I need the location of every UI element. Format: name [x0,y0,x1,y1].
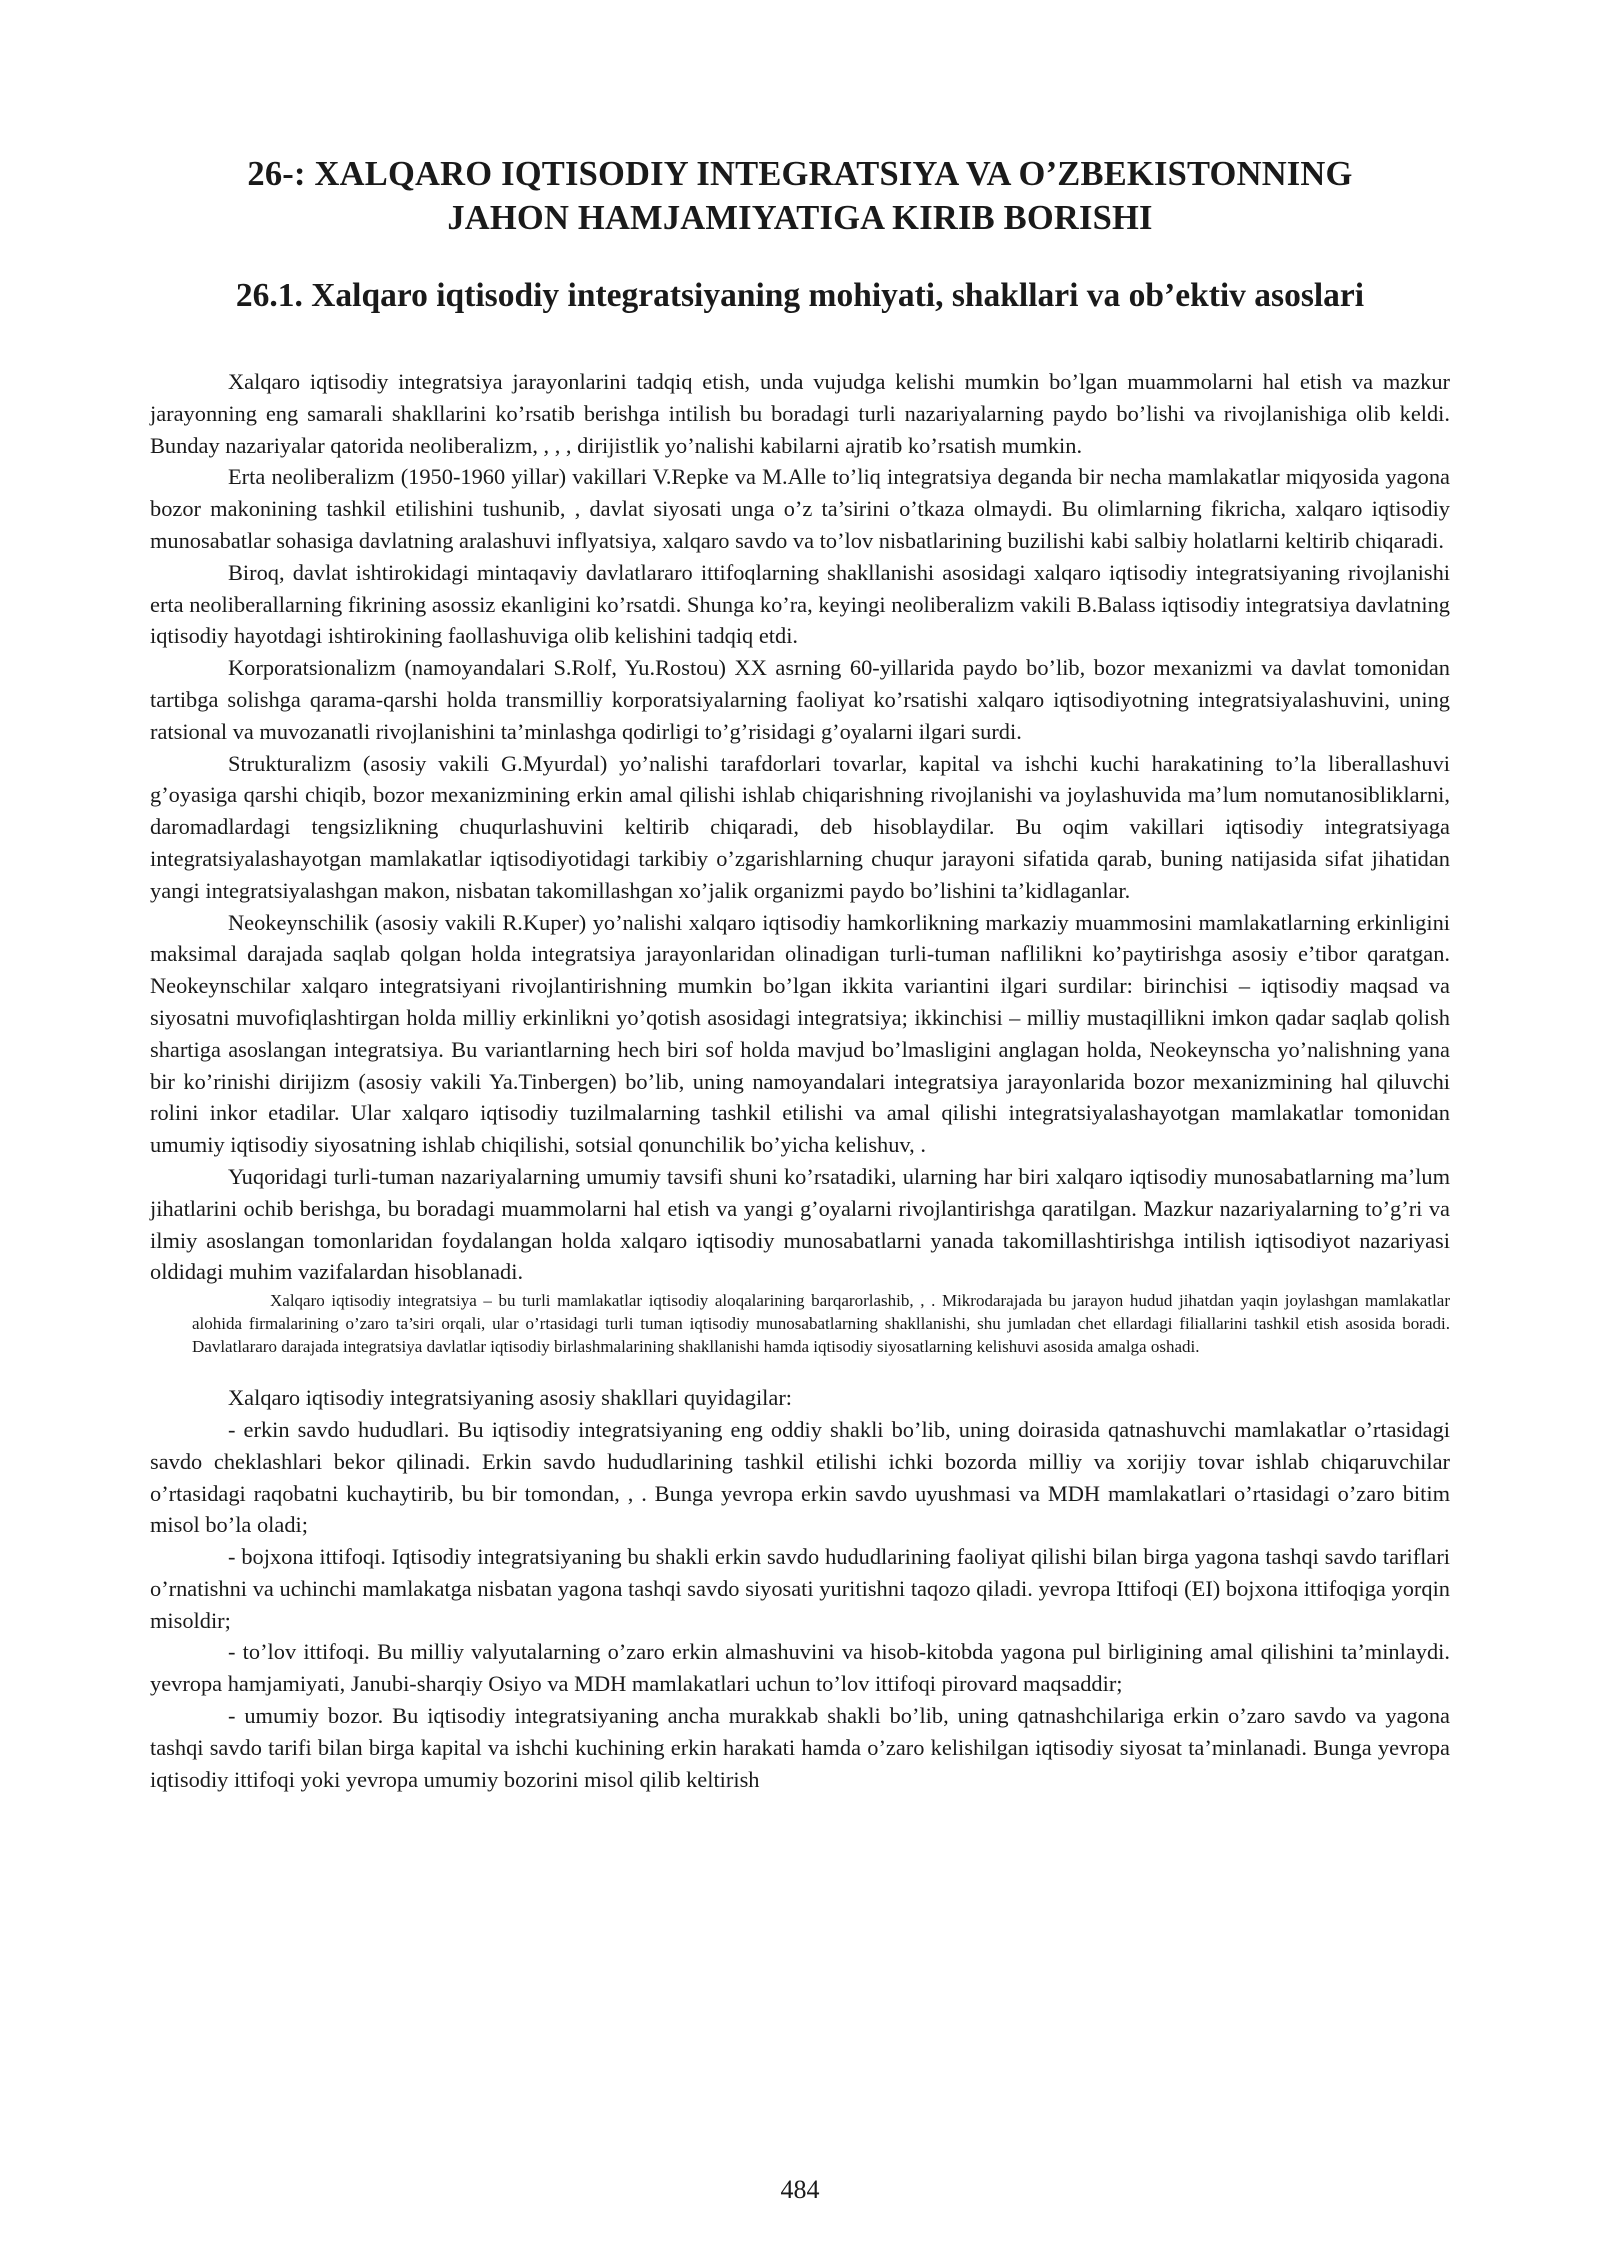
paragraph: Strukturalizm (asosiy vakili G.Myurdal) yo’nalishi tarafdorlari tovarlar, kapital va ishchi kuchi harakatining to’la liberallashuvi g’oyasiga qarshi chiqib, bozor mexanizmining erkin amal qilishi ishlab chiqarishning rivojlanishi va joylashuvida ma’lum nomutanosibliklarni, daromadlardagi tengsizlikning chuqurlashuvini keltirib chiqaradi, deb hisoblaydilar. Bu oqim vakillari iqtisodiy integratsiyaga integratsiyalashayotgan mamlakatlar iqtisodiyotidagi tarkibiy o’zgarishlarning chuqur jarayoni sifatida qarab, buning natijasida sifat jihatidan yangi integratsiyalashgan makon, nisbatan takomillashgan xo’jalik organizmi paydo bo’lishini ta’kidlaganlar. [150,750,1450,903]
chapter-title [150,152,1450,240]
body-text [150,366,1450,1288]
paragraph: Yuqoridagi turli-tuman nazariyalarning umumiy tavsifi shuni ko’rsatadiki, ularning har biri xalqaro iqtisodiy munosabatlarning ma’lum jihatlarini ochib berishga, bu boradagi muammolarni hal etish va yangi g’oyalarni rivojlantirishga qaratilgan. Mazkur nazariyalarning to’g’ri va ilmiy asoslangan tomonlaridan foydalangan holda xalqaro iqtisodiy munosabatlarni yanada takomillashtirishga intilish iqtisodiyot nazariyasi oldidagi muhim vazifalardan hisoblanadi. [150,1163,1450,1285]
list-item: - umumiy bozor. Bu iqtisodiy integratsiyaning ancha murakkab shakli bo’lib, uning qatnashchilariga erkin o’zaro savdo va yagona tashqi savdo tarifi bilan birga kapital va ishchi kuchining erkin harakati hamda o’zaro kelishilgan iqtisodiy siyosat ta’minlanadi. Bunga yevropa iqtisodiy ittifoqi yoki yevropa umumiy bozorini misol qilib keltirish [150,1703,1450,1792]
section-title: 26.1. Xalqaro iqtisodiy integratsiyaning mohiyati, shakllari va ob’ektiv asoslari [235,277,1365,314]
paragraph: Korporatsionalizm (namoyandalari S.Rolf, Yu.Rostou) XX asrning 60-yillarida paydo bo’lib, bozor mexanizmi va davlat tomonidan tartibga solishga qarama-qarshi holda transmilliy korporatsiyalarning faoliyat ko’rsatishi xalqaro iqtisodiyotning integratsiyalashuvini, uning ratsional va muvozanatli rivojlanishini ta’minlashga qodirligi to’g’risidagi g’oyalarni ilgari surdi. [150,655,1450,744]
paragraph: Xalqaro iqtisodiy integratsiya jarayonlarini tadqiq etish, unda vujudga kelishi mumkin bo’lgan muammolarni hal etish va mazkur jarayonning eng samarali shakllarini ko’rsatib berishga intilish bu boradagi turli nazariyalarning paydo bo’lishi va rivojlanishiga olib keldi. Bunday nazariyalar qatorida neoliberalizm, , , , dirijistlik yo’nalishi kabilarni ajratib ko’rsatish mumkin. [150,369,1450,458]
document-page [150,0,1450,2262]
paragraph: Erta neoliberalizm (1950-1960 yillar) vakillari V.Repke va M.Alle to’liq integratsiya deganda bir necha mamlakatlar miqyosida yagona bozor makonining tashkil etilishini tushunib, , davlat siyosati unga o’z ta’sirini o’tkaza olmaydi. Bu olimlarning fikricha, xalqaro iqtisodiy munosabatlar sohasiga davlatning aralashuvi inflyatsiya, xalqaro savdo va to’lov nisbatlarining buzilishi kabi salbiy holatlarni keltirib chiqaradi. [150,464,1450,553]
page-number: 484 [780,2175,820,2204]
paragraph: Xalqaro iqtisodiy integratsiyaning asosiy shakllari quyidagilar: [228,1385,793,1411]
chapter-title-line-2: JAHON HAMJAMIYATIGA KIRIB BORISHI [447,199,1153,237]
body-text-continued [150,1382,1450,1795]
list-item: - bojxona ittifoqi. Iqtisodiy integratsiyaning bu shakli erkin savdo hududlarining faoliyat qilishi bilan birga yagona tashqi savdo tariflari o’rnatishni va uchinchi mamlakatga nisbatan yagona tashqi savdo siyosati yuritishni taqozo qiladi. yevropa Ittifoqi (EI) bojxona ittifoqiga yorqin misoldir; [150,1544,1450,1633]
list-item: - erkin savdo hududlari. Bu iqtisodiy integratsiyaning eng oddiy shakli bo’lib, uning doirasida qatnashuvchi mamlakatlar o’rtasidagi savdo cheklashlari bekor qilinadi. Erkin savdo hududlarining tashkil etilishi ichki bozorda milliy va xorijiy tovar ishlab chiqaruvchilar o’rtasidagi raqobatni kuchaytirib, bu bir tomondan, , . Bunga yevropa erkin savdo uyushmasi va MDH mamlakatlari o’rtasidagi o’zaro bitim misol bo’la oladi; [150,1416,1450,1538]
paragraph: Biroq, davlat ishtirokidagi mintaqaviy davlatlararo ittifoqlarning shakllanishi asosidagi xalqaro iqtisodiy integratsiyaning rivojlanishi erta neoliberallarning fikrining asossiz ekanligini ko’rsatdi. Shunga ko’ra, keyingi neoliberalizm vakili B.Balass iqtisodiy integratsiya davlatning iqtisodiy hayotdagi ishtirokining faollashuviga olib kelishini tadqiq etdi. [150,559,1450,649]
chapter-title-line-1: 26-: XALQARO IQTISODIY INTEGRATSIYA VA O’ZBEKISTONNING [247,155,1353,193]
footnote: Xalqaro iqtisodiy integratsiya – bu turli mamlakatlar iqtisodiy aloqalarining barqarorlashib, , . Mikrodarajada bu jarayon hudud jihatdan yaqin joylashgan mamlakatlar alohida firmalarining o’zaro ta’siri orqali, ular o’rtasidagi turli tuman iqtisodiy munosabatlarning shakllanishi, shu jumladan chet ellardagi filiallarini tashkil etish asosida boradi. Davlatlararo darajada integratsiya davlatlar iqtisodiy birlashmalarining shakllanishi hamda iqtisodiy siyosatlarning kelishuvi asosida amalga oshadi. [192,1291,1450,1357]
list-item: - to’lov ittifoqi. Bu milliy valyutalarning o’zaro erkin almashuvini va hisob-kitobda yagona pul birligining amal qilishini ta’minlaydi. yevropa hamjamiyati, Janubi-sharqiy Osiyo va MDH mamlakatlari uchun to’lov ittifoqi pirovard maqsaddir; [150,1639,1450,1697]
paragraph: Neokeynschilik (asosiy vakili R.Kuper) yo’nalishi xalqaro iqtisodiy hamkorlikning markaziy muammosini mamlakatlarning erkinligini maksimal darajada saqlab qolgan holda integratsiya jarayonlaridan olinadigan turli-tuman naflilikni ko’paytirishga asosiy e’tibor qaratgan. Neokeynschilar xalqaro integratsiyani rivojlantirishning mumkin bo’lgan ikkita variantini ilgari surdilar: birinchisi – iqtisodiy maqsad va siyosatni muvofiqlashtirgan holda milliy erkinlikni yo’qotish asosidagi integratsiya; ikkinchisi – milliy mustaqillikni imkon qadar saqlab qolish shartiga asoslangan integratsiya. Bu variantlarning hech biri sof holda mavjud bo’lmasligini anglagan holda, Neokeynscha yo’nalishning yana bir ko’rinishi dirijizm (asosiy vakili Ya.Tinbergen) bo’lib, uning namoyandalari integratsiya jarayonlarida bozor mexanizmining hal qiluvchi rolini inkor etadilar. Ular xalqaro iqtisodiy tuzilmalarning tashkil etilishi va amal qilishi integratsiyalashayotgan mamlakatlar tomonidan umumiy iqtisodiy siyosatning ishlab chiqilishi, sotsial qonunchilik bo’yicha kelishuv, . [150,909,1450,1158]
